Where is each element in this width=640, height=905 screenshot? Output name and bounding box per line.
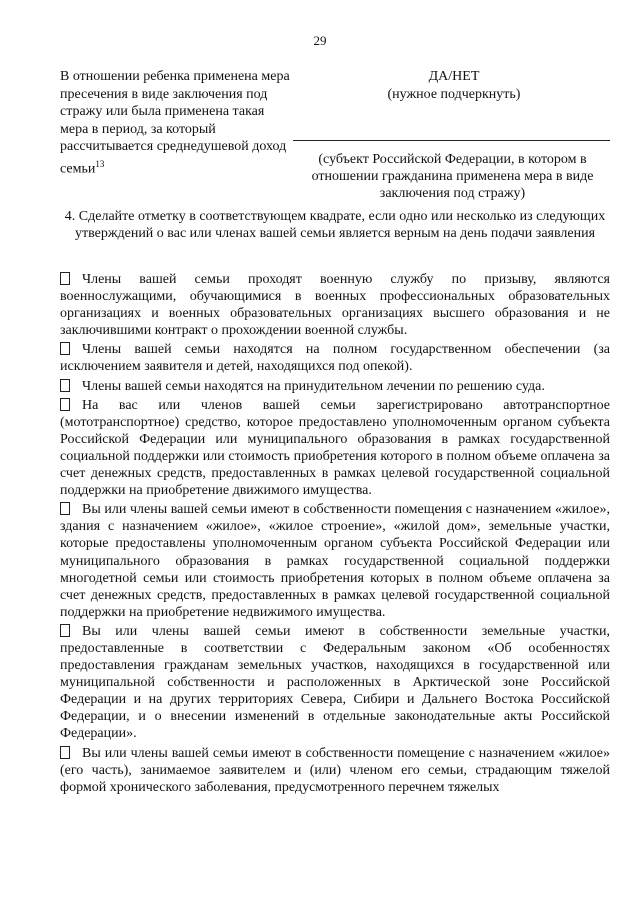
answer-block [298, 68, 610, 103]
section-title: 4. Сделайте отметку в соответствующем квадрате, если одно или несколько из следующих утверждений о вас или членах вашей семьи является верным на день подачи заявления [64, 209, 606, 241]
statement-text: Члены вашей семьи находятся на принудительном лечении по решению суда. [82, 378, 545, 394]
checkbox[interactable] [60, 379, 70, 392]
checkbox[interactable] [60, 624, 70, 637]
statement-text: Члены вашей семьи находятся на полном государственном обеспечении (за исключением заявителя и детей, находящихся под опекой). [60, 342, 610, 375]
checkbox[interactable] [60, 342, 70, 355]
statement-text: Вы или члены вашей семьи имеют в собственности помещения с назначением «жилое», здания с назначением «жилое», «жилое строение», «жилой дом», земельные участки, которые предоставлены уполномоченным органом субъекта Российской Федерации или муниципального образования в рамках государственной социальной поддержки многодетной семьи или стоимость приобретения которых в полном объеме оплачена за счет денежных средств, предоставленных в рамках целевой государственной социальной поддержки на приобретение недвижимого имущества. [60, 502, 610, 620]
statement-text: Члены вашей семьи проходят военную службу по призыву, являются военнослужащими, обучающимися в военных профессиональных образовательных организациях и военных образовательных организациях высшего образования и не заключившими контракт о прохождении военной службы. [60, 272, 610, 339]
statement-text: Вы или члены вашей семьи имеют в собственности земельные участки, предоставленные в соответствии с Федеральным законом «Об особенностях предоставления гражданам земельных участков, находящихся в государственной или муниципальной собственности и расположенных в Арктической зоне Российской Федерации и на других территориях Севера, Сибири и Дальнего Востока Российской Федерации, и о внесении изменений в отдельные законодательные акты Российской Федерации». [60, 623, 610, 742]
statements-list [60, 271, 610, 798]
preventive-measure-label [60, 68, 292, 178]
list-item [60, 397, 610, 500]
statement-text: На вас или членов вашей семьи зарегистрировано автотранспортное (мототранспортное) средство, которое предоставлено уполномоченным органом субъекта Российской Федерации или муниципального образования в рамках государственной социальной поддержки или стоимость приобретения которого в полном объеме оплачена за счет денежных средств, предоставленных в рамках целевой государственной социальной поддержки на приобретение движимого имущества. [60, 397, 610, 499]
list-item [60, 271, 610, 339]
list-item [60, 341, 610, 375]
statement-text: Вы или члены вашей семьи имеют в собственности помещение с назначением «жилое» (его часть), занимаемое заявителем и (или) членом его семьи, страдающим тяжелой формой хронического заболевания, предусмотренного перечнем тяжелых [60, 745, 610, 795]
checkbox[interactable] [60, 398, 70, 411]
preventive-measure-text: В отношении ребенка применена мера пресечения в виде заключения под стражу или была применена такая мера в период, за который рассчитывается среднедушевой доход семьи [60, 69, 290, 177]
answer-hint: (нужное подчеркнуть) [387, 86, 521, 102]
footnote-marker: 13 [95, 158, 105, 169]
page-number: 29 [313, 33, 327, 48]
checkbox[interactable] [60, 502, 70, 515]
list-item [60, 623, 610, 743]
subject-input-line[interactable] [293, 140, 610, 141]
checkbox[interactable] [60, 746, 70, 759]
list-item [60, 501, 610, 621]
subject-caption: (субъект Российской Федерации, в котором в отношении гражданина применена мера в виде заключения под стражу) [311, 152, 594, 201]
list-item [60, 745, 610, 796]
list-item [60, 378, 610, 395]
checkbox[interactable] [60, 272, 70, 285]
yes-no-answer[interactable]: ДА/НЕТ [428, 69, 480, 84]
